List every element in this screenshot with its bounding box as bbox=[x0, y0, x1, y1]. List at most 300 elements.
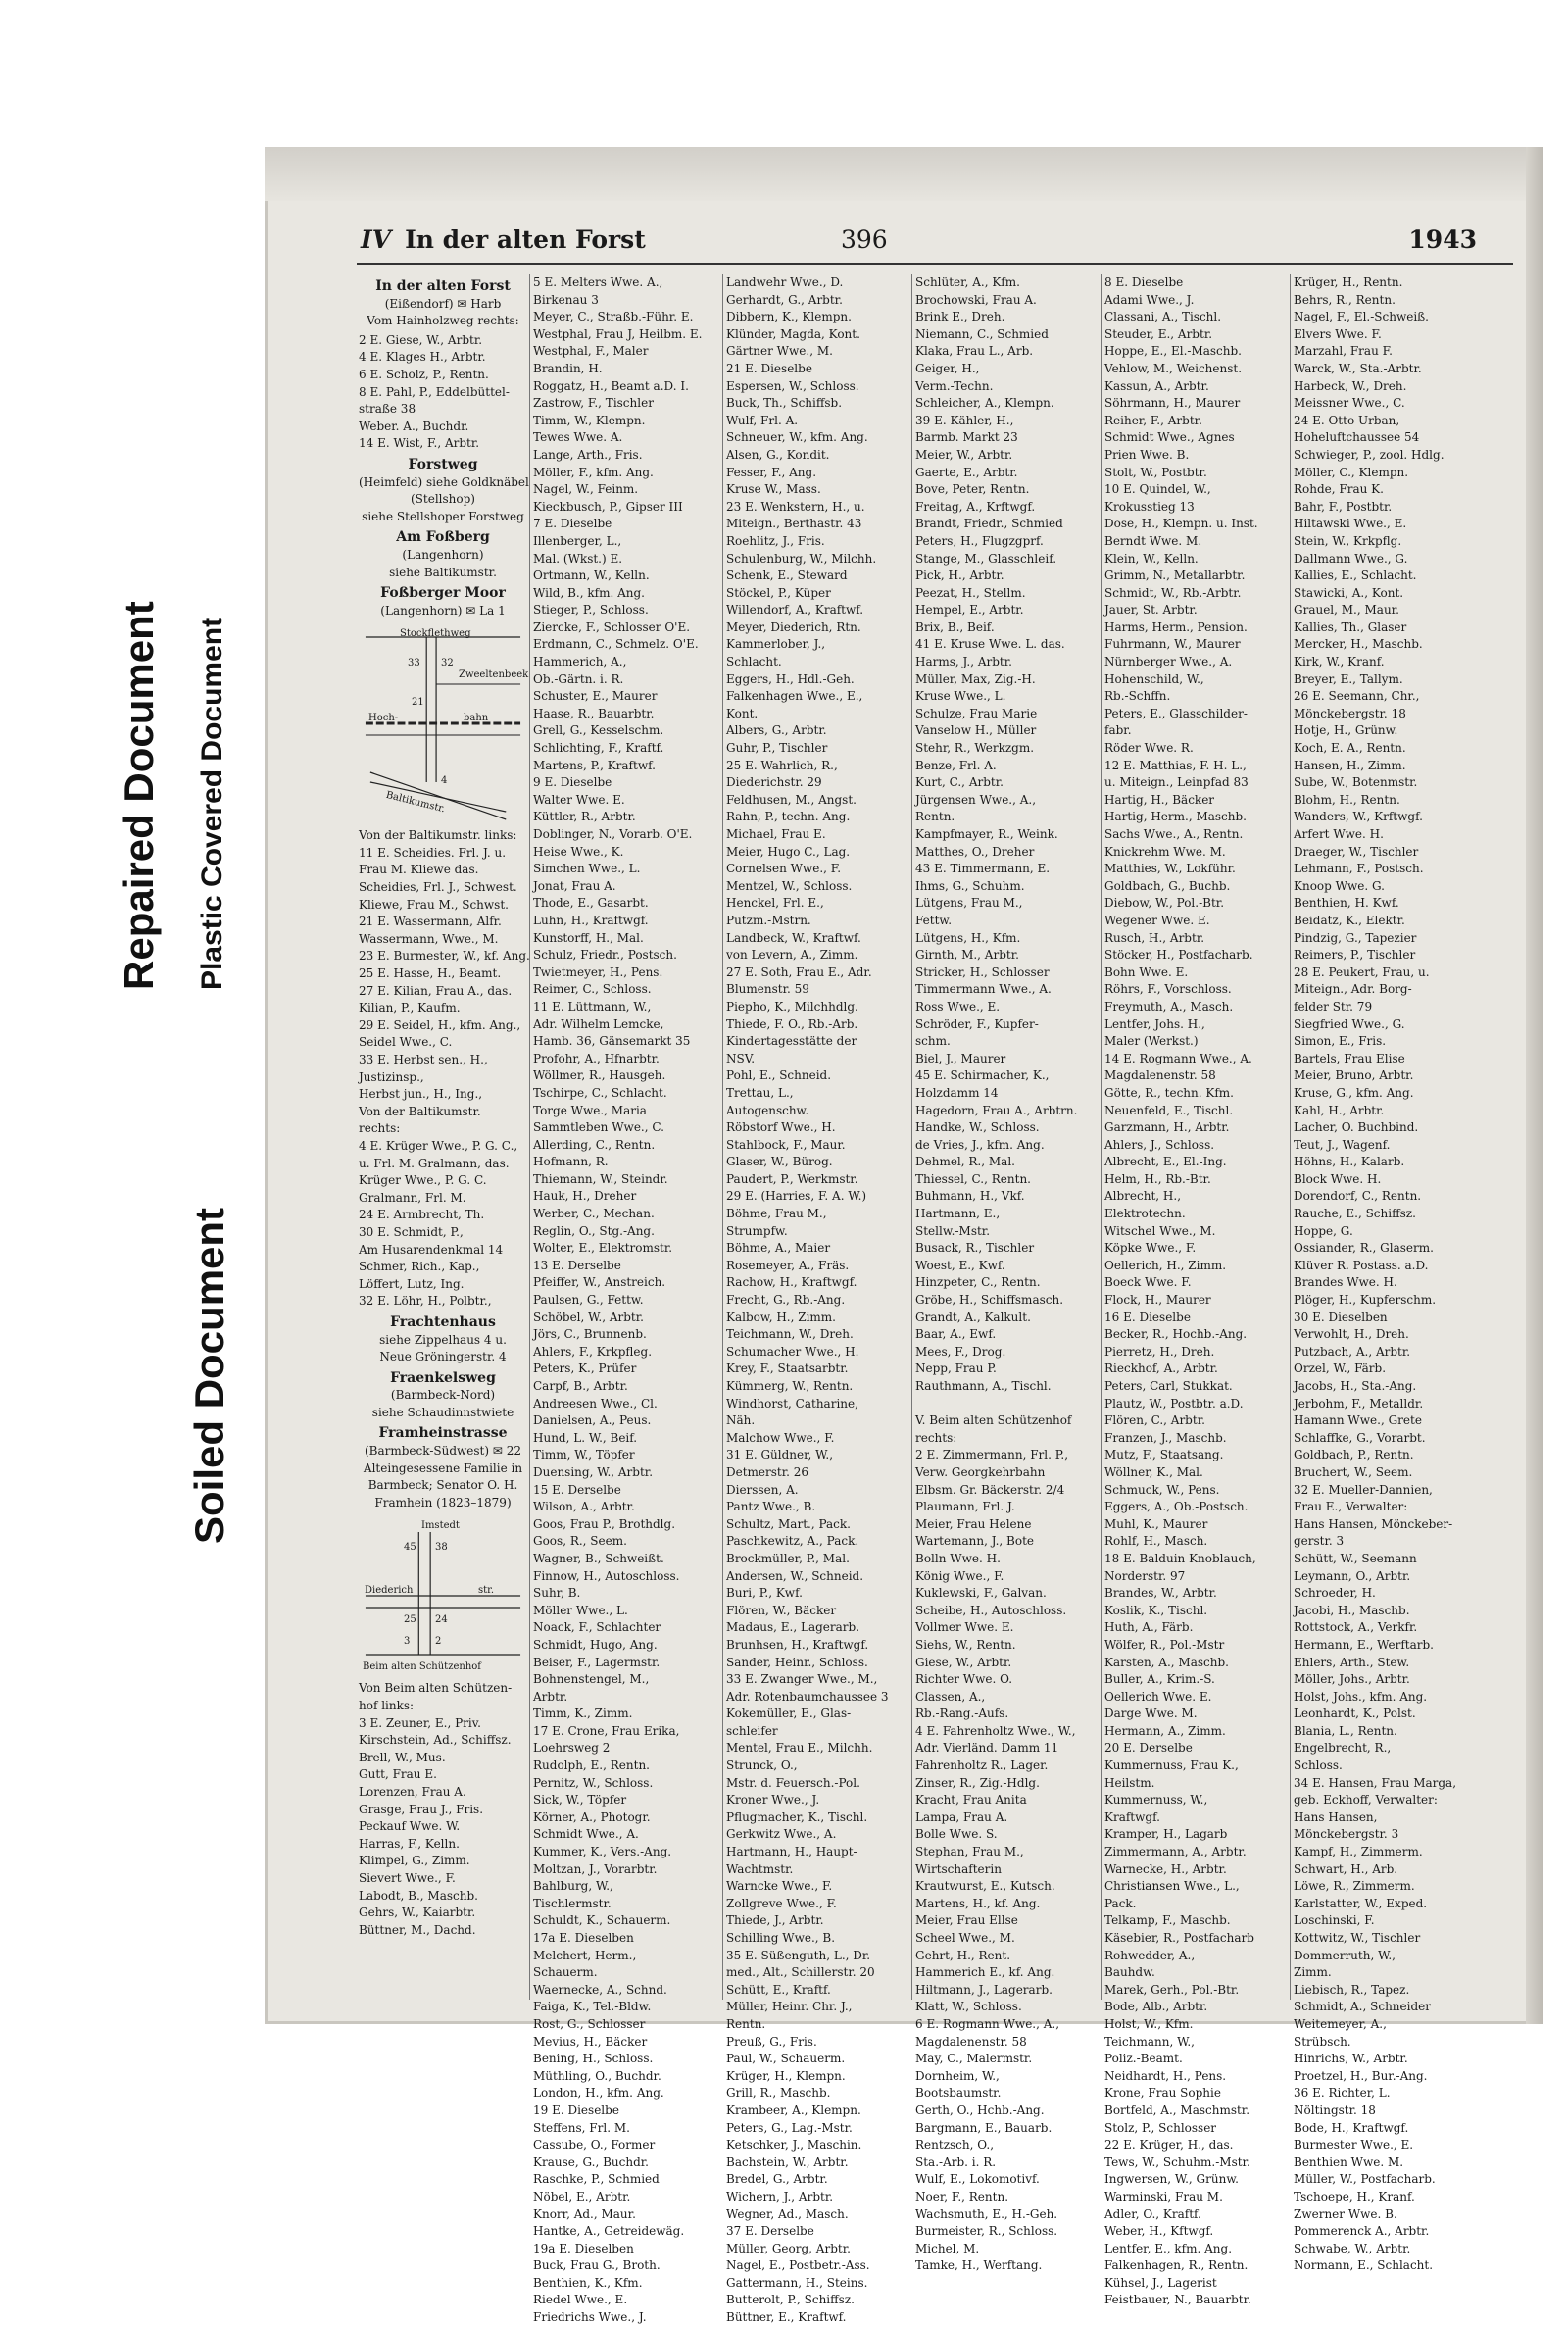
entry-line: 23 E. Burmester, W., kf. Ang. bbox=[359, 949, 530, 964]
entry-line: Meier, Hugo C., Lag. bbox=[726, 844, 851, 859]
street-name: Frachtenhaus bbox=[390, 1313, 496, 1330]
entry-line: Schröder, F., Kupfer- bbox=[915, 1016, 1039, 1031]
entry-line: Grell, G., Kesselschm. bbox=[533, 723, 664, 738]
entry-line: Klünder, Magda, Kont. bbox=[726, 326, 860, 341]
entry-line: Rieckhof, A., Arbtr. bbox=[1104, 1362, 1218, 1376]
entry-line: Kampf, H., Zimmerm. bbox=[1294, 1845, 1423, 1859]
entry-line: Löwe, R., Zimmerm. bbox=[1294, 1879, 1415, 1894]
entry-line: Gehrt, H., Rent. bbox=[915, 1948, 1011, 1962]
entry-line: 6 E. Rogmann Wwe., A., bbox=[915, 2016, 1060, 2031]
entry-line: Verm.-Techn. bbox=[915, 378, 994, 393]
entry-line: Falkenhagen Wwe., E., bbox=[726, 689, 863, 704]
street-name: Framheinstrasse bbox=[378, 1425, 508, 1442]
entry-line: Buller, A., Krim.-S. bbox=[1104, 1672, 1215, 1687]
entry-line: Proetzel, H., Bur.-Ang. bbox=[1294, 2068, 1428, 2083]
entry-line: 29 E. (Harries, F. A. W.) bbox=[726, 1189, 867, 1204]
entry-line: Neidhardt, H., Pens. bbox=[1104, 2068, 1227, 2083]
entry-line: Thiessel, C., Rentn. bbox=[915, 1171, 1031, 1186]
entry-line: Tischlermstr. bbox=[533, 1896, 612, 1910]
entry-line: Classen, A., bbox=[915, 1689, 986, 1704]
entry-line: Vanselow H., Müller bbox=[915, 723, 1037, 738]
entry-line: Lütgens, H., Kfm. bbox=[915, 930, 1021, 945]
entry-line: Jürgensen Wwe., A., bbox=[915, 792, 1037, 807]
entry-line: Kassun, A., Arbtr. bbox=[1104, 378, 1209, 393]
street-info bbox=[359, 1443, 527, 1511]
entry-line: Wegner, Ad., Masch. bbox=[726, 2206, 849, 2221]
entry-line: Darge Wwe. M. bbox=[1104, 1707, 1198, 1721]
entry-line: Rudolph, E., Rentn. bbox=[533, 1758, 650, 1773]
map-number: 38 bbox=[435, 1542, 448, 1554]
entry-line: Müller, Georg, Arbtr. bbox=[726, 2241, 851, 2255]
entry-line: Rentn. bbox=[726, 2016, 766, 2031]
entry-line: Müller, Heinr. Chr. J., bbox=[726, 2000, 853, 2014]
entry-line: Oellerich, H., Zimm. bbox=[1104, 1258, 1227, 1272]
entry-line: Brandt, Friedr., Schmied bbox=[915, 517, 1063, 531]
entry-line: Zimmermann, A., Arbtr. bbox=[1104, 1845, 1247, 1859]
entry-line: Harms, Herm., Pension. bbox=[1104, 619, 1248, 634]
entry-line: 21 E. Wassermann, Alfr. bbox=[359, 915, 502, 929]
entry-line: Andreesen Wwe., Cl. bbox=[533, 1396, 658, 1411]
entry-line: Klaka, Frau L., Arb. bbox=[915, 344, 1034, 359]
entry-line: Berndt Wwe. M. bbox=[1104, 533, 1202, 548]
entry-line: Buck, Frau G., Broth. bbox=[533, 2258, 661, 2273]
entry-line: Schmidt, W., Rb.-Arbtr. bbox=[1104, 585, 1242, 600]
entry-line: Haase, R., Bauarbtr. bbox=[533, 706, 655, 720]
entry-line: Roehlitz, J., Fris. bbox=[726, 533, 825, 548]
entry-line: Benthien Wwe. M. bbox=[1294, 2154, 1404, 2169]
entry-line: Ingwersen, W., Grünw. bbox=[1104, 2172, 1239, 2187]
entry-line: Kilian, P., Kaufm. bbox=[359, 1001, 461, 1015]
entry-line: Magdalenenstr. 58 bbox=[915, 2034, 1027, 2049]
entry-line: Kont. bbox=[726, 706, 759, 720]
entry-line: Albers, G., Arbtr. bbox=[726, 723, 827, 738]
entry-line: Bohnenstengel, M., bbox=[533, 1672, 650, 1687]
entry-line: Elektrotechn. bbox=[1104, 1207, 1186, 1221]
column-2 bbox=[529, 274, 723, 2325]
entry-line: Reimer, C., Schloss. bbox=[533, 982, 652, 997]
entry-line: Rentzsch, O., bbox=[915, 2138, 995, 2153]
entry-line: Flock, H., Maurer bbox=[1104, 1293, 1211, 1308]
entry-line: Stephan, Frau M., bbox=[915, 1845, 1024, 1859]
entry-line: 7 E. Dieselbe bbox=[533, 517, 612, 531]
entry-line: 25 E. Wahrlich, R., bbox=[726, 758, 838, 772]
entry-line: Schuster, E., Maurer bbox=[533, 689, 658, 704]
entry-line: Krone, Frau Sophie bbox=[1104, 2086, 1221, 2101]
entry-line: Ehlers, Arth., Stew. bbox=[1294, 1655, 1410, 1669]
entry-line: Dierssen, A. bbox=[726, 1482, 799, 1497]
entry-line: Faiga, K., Tel.-Bldw. bbox=[533, 2000, 652, 2014]
entry-line: Jonat, Frau A. bbox=[533, 878, 616, 893]
entry-line: Hotje, H., Grünw. bbox=[1294, 723, 1398, 738]
entry-line: Eggers, A., Ob.-Postsch. bbox=[1104, 1500, 1249, 1514]
entry-line: Krambeer, A., Klempn. bbox=[726, 2103, 861, 2117]
entry-line: Adr. Rotenbaumchaussee 3 bbox=[726, 1689, 889, 1704]
entry-line: Behrs, R., Rentn. bbox=[1294, 292, 1396, 307]
entry-line: Reglin, O., Stg.-Ang. bbox=[533, 1223, 655, 1238]
entry-line: Helm, H., Rb.-Btr. bbox=[1104, 1171, 1211, 1186]
entry-line: Klimpel, G., Zimm. bbox=[359, 1854, 470, 1868]
entry-line: Bove, Peter, Rentn. bbox=[915, 482, 1030, 497]
entry-line: V. Beim alten Schützenhof bbox=[915, 1413, 1072, 1428]
entry-line: Lehmann, F., Postsch. bbox=[1294, 862, 1424, 876]
entry-line: Schauerm. bbox=[533, 1965, 598, 1980]
entry-line: Nöbel, E., Arbtr. bbox=[533, 2189, 631, 2203]
entry-line: Peckauf Wwe. W. bbox=[359, 1819, 461, 1834]
entry-line: 12 E. Matthias, F. H. L., bbox=[1104, 758, 1247, 772]
entry-line: Frecht, G., Rb.-Ang. bbox=[726, 1293, 846, 1308]
entry-line: Albrecht, E., El.-Ing. bbox=[1104, 1155, 1227, 1169]
entry-line: Simon, E., Fris. bbox=[1294, 1034, 1387, 1049]
entry-line: Ortmann, W., Kelln. bbox=[533, 569, 650, 583]
entry-line: Benthien, H. Kwf. bbox=[1294, 896, 1399, 911]
entry-line: Brochowski, Frau A. bbox=[915, 292, 1037, 307]
entry-line: siehe Baltikumstr. bbox=[389, 565, 497, 579]
entry-line: Krüger, H., Klempn. bbox=[726, 2068, 846, 2083]
entry-line: Meissner Wwe., C. bbox=[1294, 396, 1405, 411]
entry-line: Leymann, O., Arbtr. bbox=[1294, 1568, 1411, 1583]
entry-line: Rb.-Rang.-Aufs. bbox=[915, 1707, 1009, 1721]
entry-line: Stein, W., Krkpflg. bbox=[1294, 533, 1402, 548]
entry-line: Harbeck, W., Dreh. bbox=[1294, 378, 1407, 393]
entry-line: Lütgens, Frau M., bbox=[915, 896, 1023, 911]
entry-line: 43 E. Timmermann, E. bbox=[915, 862, 1051, 876]
entry-line: Heise Wwe., K. bbox=[533, 844, 624, 859]
entry-line: 20 E. Derselbe bbox=[1104, 1741, 1193, 1756]
entry-line: Seidel Wwe., C. bbox=[359, 1035, 453, 1050]
directory-columns bbox=[359, 274, 1517, 2325]
entry-line: Brink E., Dreh. bbox=[915, 310, 1005, 324]
entry-line: Kummernuss, Frau K., bbox=[1104, 1758, 1239, 1773]
entry-line: Gaerte, E., Arbtr. bbox=[915, 465, 1018, 479]
entry-line: Hund, L. W., Beif. bbox=[533, 1430, 638, 1445]
entry-line: Hiltmann, J., Lagerarb. bbox=[915, 1982, 1053, 1997]
entry-line: Christiansen Wwe., L., bbox=[1104, 1879, 1240, 1894]
entry-line: Magdalenenstr. 58 bbox=[1104, 1068, 1216, 1083]
entry-line: Sick, W., Töpfer bbox=[533, 1793, 627, 1807]
entry-line: Schwabe, W., Arbtr. bbox=[1294, 2241, 1411, 2255]
street-map bbox=[361, 625, 529, 821]
entry-line: Piepho, K., Milchhdlg. bbox=[726, 999, 858, 1014]
entry-line: Kruse W., Mass. bbox=[726, 482, 821, 497]
entry-line: 23 E. Wenkstern, H., u. bbox=[726, 499, 865, 514]
entry-line: Mal. (Wkst.) E. bbox=[533, 551, 623, 566]
map-number: 45 bbox=[404, 1542, 416, 1554]
entry-line: Alsen, G., Kondit. bbox=[726, 447, 830, 462]
entry-line: Torge Wwe., Maria bbox=[533, 1103, 647, 1117]
entry-line: Burmester Wwe., E. bbox=[1294, 2138, 1414, 2153]
entry-line: Grandt, A., Kalkult. bbox=[915, 1310, 1031, 1324]
entry-line: Söhrmann, H., Maurer bbox=[1104, 396, 1241, 411]
street-info bbox=[359, 1387, 527, 1421]
entry-line: Kruse Wwe., L. bbox=[915, 689, 1006, 704]
entry-line: 34 E. Hansen, Frau Marga, bbox=[1294, 1775, 1457, 1790]
entry-line: Jacobs, H., Sta.-Ang. bbox=[1294, 1379, 1417, 1393]
entry-line: Höhns, H., Kalarb. bbox=[1294, 1155, 1405, 1169]
entry-line: Marek, Gerh., Pol.-Btr. bbox=[1104, 1982, 1240, 1997]
entry-line: siehe Zippelhaus 4 u. bbox=[379, 1332, 507, 1347]
entry-line: Bolle Wwe. S. bbox=[915, 1827, 998, 1842]
entry-line: Grill, R., Maschb. bbox=[726, 2086, 831, 2101]
entry-line: Knickrehm Wwe. M. bbox=[1104, 844, 1226, 859]
entry-line: (Langenhorn) bbox=[402, 547, 484, 562]
entry-line: Schlacht. bbox=[726, 655, 782, 669]
entry-line: Tschirpe, C., Schlacht. bbox=[533, 1085, 667, 1100]
entry-line: Roggatz, H., Beamt a.D. I. bbox=[533, 378, 689, 393]
entry-line: Pick, H., Arbtr. bbox=[915, 569, 1004, 583]
entry-line: Willendorf, A., Kraftwf. bbox=[726, 603, 864, 618]
entry-line: 35 E. Süßenguth, L., Dr. bbox=[726, 1948, 871, 1962]
entry-line: Mevius, H., Bäcker bbox=[533, 2034, 648, 2049]
entry-line: Putzbach, A., Arbtr. bbox=[1294, 1344, 1411, 1359]
entry-line: Elvers Wwe. F. bbox=[1294, 326, 1382, 341]
entry-line: Brandin, H. bbox=[533, 361, 603, 375]
street-name: Am Foßberg bbox=[396, 529, 490, 546]
entry-line: Buhmann, H., Vkf. bbox=[915, 1189, 1025, 1204]
entry-line bbox=[915, 1396, 1102, 1413]
entry-line: Bolln Wwe. H. bbox=[915, 1551, 1001, 1565]
entry-line: Krause, G., Buchdr. bbox=[533, 2154, 649, 2169]
entry-line: Girnth, M., Arbtr. bbox=[915, 948, 1019, 963]
entry-line: Von Beim alten Schützen- bbox=[359, 1681, 513, 1696]
entry-line: Handke, W., Schloss. bbox=[915, 1120, 1040, 1135]
entry-line: Möller, C., Klempn. bbox=[1294, 465, 1409, 479]
entry-line: Block Wwe. H. bbox=[1294, 1171, 1382, 1186]
entry-line: Karlstatter, W., Exped. bbox=[1294, 1896, 1428, 1910]
entry-line: König Wwe., F. bbox=[915, 1568, 1004, 1583]
entry-line: Norderstr. 97 bbox=[1104, 1568, 1186, 1583]
entry-line: 19 E. Dieselbe bbox=[533, 2103, 619, 2117]
entry-line: 11 E. Scheidies. Frl. J. u. bbox=[359, 845, 507, 860]
entry-line: Orzel, W., Färb. bbox=[1294, 1362, 1387, 1376]
street-title: In der alten Forst bbox=[405, 225, 646, 254]
entry-line: Hiltawski Wwe., E. bbox=[1294, 517, 1407, 531]
entry-line: Büttner, E., Kraftwf. bbox=[726, 2310, 847, 2325]
entry-line: Von der Baltikumstr. bbox=[359, 1104, 481, 1118]
entry-line: schm. bbox=[915, 1034, 951, 1049]
entry-line: Flören, C., Arbtr. bbox=[1104, 1413, 1205, 1428]
entry-line: 8 E. Dieselbe bbox=[1104, 275, 1184, 289]
entry-line: Hempel, E., Arbtr. bbox=[915, 603, 1024, 618]
column-3 bbox=[722, 274, 912, 2325]
entry-list bbox=[1294, 274, 1517, 2275]
entry-line: Thiede, J., Arbtr. bbox=[726, 1913, 824, 1928]
entry-line: Ahlers, J., Schloss. bbox=[1104, 1137, 1215, 1152]
entry-line: Stange, M., Glasschleif. bbox=[915, 551, 1057, 566]
entry-line: Timm, W., Klempn. bbox=[533, 413, 646, 427]
entry-line: Noer, F., Rentn. bbox=[915, 2189, 1009, 2203]
entry-line: Stolt, W., Postbtr. bbox=[1104, 465, 1207, 479]
entry-line: Glaser, W., Bürog. bbox=[726, 1155, 833, 1169]
entry-line: Hartig, H., Bäcker bbox=[1104, 792, 1215, 807]
entry-line: Melchert, Herm., bbox=[533, 1948, 637, 1962]
entry-line: schleifer bbox=[726, 1723, 778, 1738]
entry-line: Von der Baltikumstr. links: bbox=[359, 828, 517, 843]
entry-line: 30 E. Schmidt, P., bbox=[359, 1224, 464, 1239]
section-numeral: IV bbox=[361, 225, 392, 254]
entry-line: Verwohlt, H., Dreh. bbox=[1294, 1327, 1409, 1342]
entry-line: Kirk, W., Kranf. bbox=[1294, 655, 1385, 669]
entry-line: Brix, B., Beif. bbox=[915, 619, 995, 634]
entry-line: Geiger, H., bbox=[915, 361, 980, 375]
entry-line: gerstr. 3 bbox=[1294, 1534, 1345, 1549]
soiled-document-label: Soiled Document bbox=[186, 1207, 232, 1544]
entry-line: Scheibe, H., Autoschloss. bbox=[915, 1603, 1067, 1617]
entry-line: Adr. Wilhelm Lemcke, bbox=[533, 1016, 664, 1031]
entry-line: Plautz, W., Postbtr. a.D. bbox=[1104, 1396, 1244, 1411]
entry-line: 18 E. Balduin Knoblauch, bbox=[1104, 1551, 1256, 1565]
entry-line: Hartmann, E., bbox=[915, 1207, 1001, 1221]
entry-line: Mentel, Frau E., Milchh. bbox=[726, 1741, 873, 1756]
entry-line: siehe Stellshoper Forstweg bbox=[362, 509, 524, 523]
entry-line: Miteign., Berthastr. 43 bbox=[726, 517, 862, 531]
entry-line: Meyer, Diederich, Rtn. bbox=[726, 619, 861, 634]
entry-line: Zollgreve Wwe., F. bbox=[726, 1896, 837, 1910]
street-heading bbox=[359, 1370, 527, 1422]
entry-line: Peezat, H., Stellm. bbox=[915, 585, 1026, 600]
entry-line: Simchen Wwe., L. bbox=[533, 862, 641, 876]
entry-line: Justizinsp., bbox=[359, 1069, 424, 1084]
entry-line: Lacher, O. Buchbind. bbox=[1294, 1120, 1419, 1135]
entry-line: Grasge, Frau J., Fris. bbox=[359, 1802, 484, 1816]
entry-line: Butterolt, P., Schiffsz. bbox=[726, 2293, 855, 2307]
street-name: In der alten Forst bbox=[375, 278, 511, 294]
entry-line: Hammerich, A., bbox=[533, 655, 627, 669]
entry-line: Benthien, K., Kfm. bbox=[533, 2275, 643, 2290]
entry-line: 15 E. Derselbe bbox=[533, 1482, 621, 1497]
entry-line: Thiede, F. O., Rb.-Arb. bbox=[726, 1016, 858, 1031]
entry-line: Dommerruth, W., bbox=[1294, 1948, 1396, 1962]
entry-line: Schlichting, F., Kraftf. bbox=[533, 741, 664, 756]
entry-line: Mönckebergstr. 18 bbox=[1294, 706, 1406, 720]
entry-line: Richter Wwe. O. bbox=[915, 1672, 1013, 1687]
entry-line: Hagedorn, Frau A., Arbtrn. bbox=[915, 1103, 1078, 1117]
entry-line: Jacobi, H., Maschb. bbox=[1294, 1603, 1410, 1617]
entry-line: Adr. Vierländ. Damm 11 bbox=[915, 1741, 1059, 1756]
entry-line: Steffens, Frl. M. bbox=[533, 2120, 630, 2135]
entry-line: 36 E. Richter, L. bbox=[1294, 2086, 1391, 2101]
entry-line: Fuhrmann, W., Maurer bbox=[1104, 637, 1241, 652]
entry-line: Albrecht, H., bbox=[1104, 1189, 1182, 1204]
entry-line: Müller, Max, Zig.-H. bbox=[915, 671, 1036, 686]
entry-line: 22 E. Krüger, H., das. bbox=[1104, 2138, 1234, 2153]
map-label: Hoch- bbox=[368, 713, 399, 724]
entry-line: Hoppe, G. bbox=[1294, 1223, 1353, 1238]
entry-line: Sievert Wwe., F. bbox=[359, 1870, 456, 1885]
entry-line: Meyer, C., Straßb.-Führ. E. bbox=[533, 310, 694, 324]
entry-line: Hansen, H., Zimm. bbox=[1294, 758, 1406, 772]
entry-line: Pfeiffer, W., Anstreich. bbox=[533, 1275, 666, 1290]
entry-line: Pindzig, G., Tapezier bbox=[1294, 930, 1417, 945]
map-number: 24 bbox=[435, 1614, 448, 1626]
entry-line: Wachtmstr. bbox=[726, 1861, 794, 1876]
entry-line: Verw. Georgkehrbahn bbox=[915, 1464, 1046, 1479]
entry-line: Warncke Wwe., F. bbox=[726, 1879, 833, 1894]
entry-line: (Barmbeck-Nord) bbox=[390, 1388, 496, 1403]
entry-line: Schmidt, Hugo, Ang. bbox=[533, 1637, 658, 1652]
entry-line: (Stellshop) bbox=[411, 492, 475, 507]
entry-line: Goos, Frau P., Brothdlg. bbox=[533, 1516, 676, 1531]
entry-line: Rb.-Schffn. bbox=[1104, 689, 1171, 704]
entry-line: 2 E. Giese, W., Arbtr. bbox=[359, 332, 483, 347]
entry-line: Marzahl, Frau F. bbox=[1294, 344, 1393, 359]
entry-line: Hans Hansen, Mönckeber- bbox=[1294, 1516, 1453, 1531]
entry-line: Matthes, O., Dreher bbox=[915, 844, 1035, 859]
entry-line: Neue Gröningerstr. 4 bbox=[379, 1350, 507, 1364]
entry-line: Schultz, Mart., Pack. bbox=[726, 1516, 851, 1531]
entry-line: Kuklewski, F., Galvan. bbox=[915, 1586, 1047, 1601]
entry-line: Ossiander, R., Glaserm. bbox=[1294, 1241, 1434, 1256]
entry-line: Zinser, R., Zig.-Hdlg. bbox=[915, 1775, 1040, 1790]
entry-line: Kampfmayer, R., Weink. bbox=[915, 827, 1058, 841]
entry-line: Leonhardt, K., Polst. bbox=[1294, 1707, 1416, 1721]
page-binding bbox=[1526, 147, 1544, 2024]
entry-line: Prien Wwe. B. bbox=[1104, 447, 1190, 462]
entry-line: Hantke, A., Getreidewäg. bbox=[533, 2224, 685, 2239]
entry-line: Holzdamm 14 bbox=[915, 1085, 999, 1100]
entry-line: Brockmüller, P., Mal. bbox=[726, 1551, 850, 1565]
entry-line: Garzmann, H., Arbtr. bbox=[1104, 1120, 1230, 1135]
entry-line: 32 E. Löhr, H., Polbtr., bbox=[359, 1294, 492, 1309]
entry-line: Herbst jun., H., Ing., bbox=[359, 1087, 483, 1102]
entry-line: Tschoepe, H., Kranf. bbox=[1294, 2189, 1415, 2203]
entry-line: Suhr, B. bbox=[533, 1586, 581, 1601]
plastic-covered-document-label: Plastic Covered Document bbox=[196, 617, 228, 990]
entry-line: Feistbauer, N., Bauarbtr. bbox=[1104, 2293, 1251, 2307]
entry-line: 33 E. Herbst sen., H., bbox=[359, 1053, 488, 1066]
entry-line: rechts: bbox=[359, 1121, 401, 1136]
street-info bbox=[359, 547, 527, 581]
entry-line: Fettw. bbox=[915, 913, 953, 927]
entry-line: Illenberger, L., bbox=[533, 533, 622, 548]
entry-line: Bode, H., Kraftwgf. bbox=[1294, 2120, 1409, 2135]
entry-line: Gärtner Wwe., M. bbox=[726, 344, 833, 359]
entry-line: Wanders, W., Krftwgf. bbox=[1294, 810, 1423, 824]
entry-line: Kunstorff, H., Mal. bbox=[533, 930, 644, 945]
entry-line: Stellw.-Mstr. bbox=[915, 1223, 991, 1238]
entry-line: Martens, H., kf. Ang. bbox=[915, 1896, 1041, 1910]
entry-line: Knoop Wwe. G. bbox=[1294, 878, 1385, 893]
entry-line: Reimers, P., Tischler bbox=[1294, 948, 1416, 963]
map-number: 3 bbox=[404, 1636, 411, 1648]
entry-line: Peters, H., Flugzgprf. bbox=[915, 533, 1044, 548]
entry-line: Stöcker, H., Postfacharb. bbox=[1104, 948, 1253, 963]
entry-line: Mutz, F., Staatsang. bbox=[1104, 1448, 1224, 1462]
entry-line: Trettau, L., bbox=[726, 1085, 794, 1100]
entry-list bbox=[359, 1680, 527, 1939]
entry-line: Warminski, Frau M. bbox=[1104, 2189, 1223, 2203]
entry-line: Friedrichs Wwe., J. bbox=[533, 2310, 647, 2325]
entry-line: Witschel Wwe., M. bbox=[1104, 1223, 1216, 1238]
map-label: Stockflethweg bbox=[400, 628, 471, 640]
entry-line: Bahlburg, W., bbox=[533, 1879, 613, 1894]
entry-line: Mercker, H., Maschb. bbox=[1294, 637, 1423, 652]
entry-line: Warnecke, H., Arbtr. bbox=[1104, 1861, 1227, 1876]
map-number: 2 bbox=[435, 1636, 442, 1648]
entry-line: Niemann, C., Schmied bbox=[915, 326, 1049, 341]
entry-line: Wöllner, K., Mal. bbox=[1104, 1464, 1203, 1479]
entry-line: Riedel Wwe., E. bbox=[533, 2293, 628, 2307]
entry-line: Nöltingstr. 18 bbox=[1294, 2103, 1376, 2117]
entry-line: Zastrow, F., Tischler bbox=[533, 396, 654, 411]
entry-line: Nagel, E., Postbetr.-Ass. bbox=[726, 2258, 870, 2273]
entry-line: 45 E. Schirmacher, K., bbox=[915, 1068, 1050, 1083]
entry-line: Walter Wwe. E. bbox=[533, 792, 625, 807]
entry-line: u. Frl. M. Gralmann, das. bbox=[359, 1156, 510, 1170]
entry-line: Beiser, F., Lagermstr. bbox=[533, 1655, 661, 1669]
entry-line: Weber. A., Buchdr. bbox=[359, 419, 469, 433]
entry-line: Fahrenholtz R., Lager. bbox=[915, 1758, 1049, 1773]
entry-line: Goos, R., Seem. bbox=[533, 1534, 627, 1549]
